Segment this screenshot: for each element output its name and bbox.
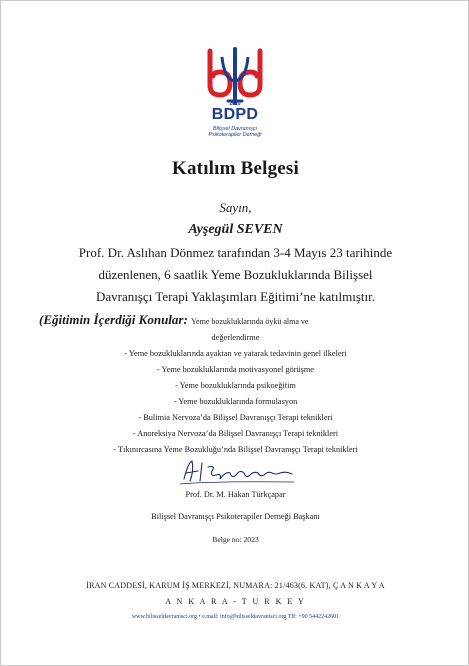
email-link[interactable]: info@bilisseldavranisci.org <box>220 614 287 620</box>
logo-year: 2010 <box>229 101 241 107</box>
certificate-number: Belge no: 2023 <box>212 535 259 544</box>
logo-subtitle-line-2: Psikoterapiler Derneği <box>208 132 262 138</box>
topic-item: - Bulimia Nervoza’da Bilişsel Davranışçı Terapi teknikleri <box>138 413 333 422</box>
topic-item: - Yeme bozukluklarında motivasyonel görüşme <box>157 365 314 374</box>
website-link[interactable]: www.bilisseldavranisci.org <box>131 614 197 620</box>
topic-item: - Tıkınırcasına Yeme Bozukluğu’nda Bilişsel Davranışçı Terapi teknikleri <box>113 445 358 454</box>
logo-subtitle-line-1: Bilişsel Davranışçı <box>212 126 258 132</box>
topic-item: - Anoreksiya Nervoza’da Bilişsel Davranışçı Terapi teknikleri <box>132 429 339 438</box>
certificate-title: Katılım Belgesi <box>171 158 299 179</box>
recipient-name: Ayşegül SEVEN <box>188 222 283 237</box>
body-line: Davranışçı Terapi Yaklaşımları Eğitimi’ne katılmıştır. <box>95 289 376 304</box>
topics-heading <box>39 312 308 328</box>
topics-heading-label: (Eğitimin İçerdiği Konular: <box>39 312 188 327</box>
logo-mark-icon <box>200 45 270 107</box>
bdpd-logo <box>197 45 273 143</box>
footer-address: İRAN CADDESİ, KARUM İŞ MERKEZİ, NUMARA: 21/463(6. KAT), Ç A N K A Y A <box>86 581 385 590</box>
topic-item: - Yeme bozukluklarında formulasyon <box>173 397 298 406</box>
phone: Tlf: +90 5442242601 <box>287 614 340 620</box>
footer-city: A N K A R A - T U R K E Y <box>165 597 306 606</box>
handwritten-signature <box>176 457 300 487</box>
topic-first-continued: değerlendirme <box>211 333 260 342</box>
footer-contact <box>1 614 469 620</box>
signer-title: Bilişsel Davranışçı Psikoterapiler Derneği Başkanı <box>151 512 320 521</box>
topic-item: - Yeme bozukluklarında psikoeğitim <box>175 381 296 390</box>
body-line: düzenlenen, 6 saatlik Yeme Bozukluklarında Bilişsel <box>98 267 373 282</box>
salutation: Sayın, <box>219 200 252 215</box>
topic-item: - Yeme bozukluklarında ayaktan ve yatarak tedavinin genel ilkeleri <box>124 349 347 358</box>
logo-abbreviation: BDPD <box>211 106 259 123</box>
signer-name: Prof. Dr. M. Hakan Türkçapar <box>185 490 286 499</box>
email-label: • e.mail: <box>198 614 219 620</box>
body-line: Prof. Dr. Aslıhan Dönmez tarafından 3-4 Mayıs 23 tarihinde <box>78 245 393 260</box>
topic-first: Yeme bozukluklarında öykü alma ve <box>191 317 309 326</box>
